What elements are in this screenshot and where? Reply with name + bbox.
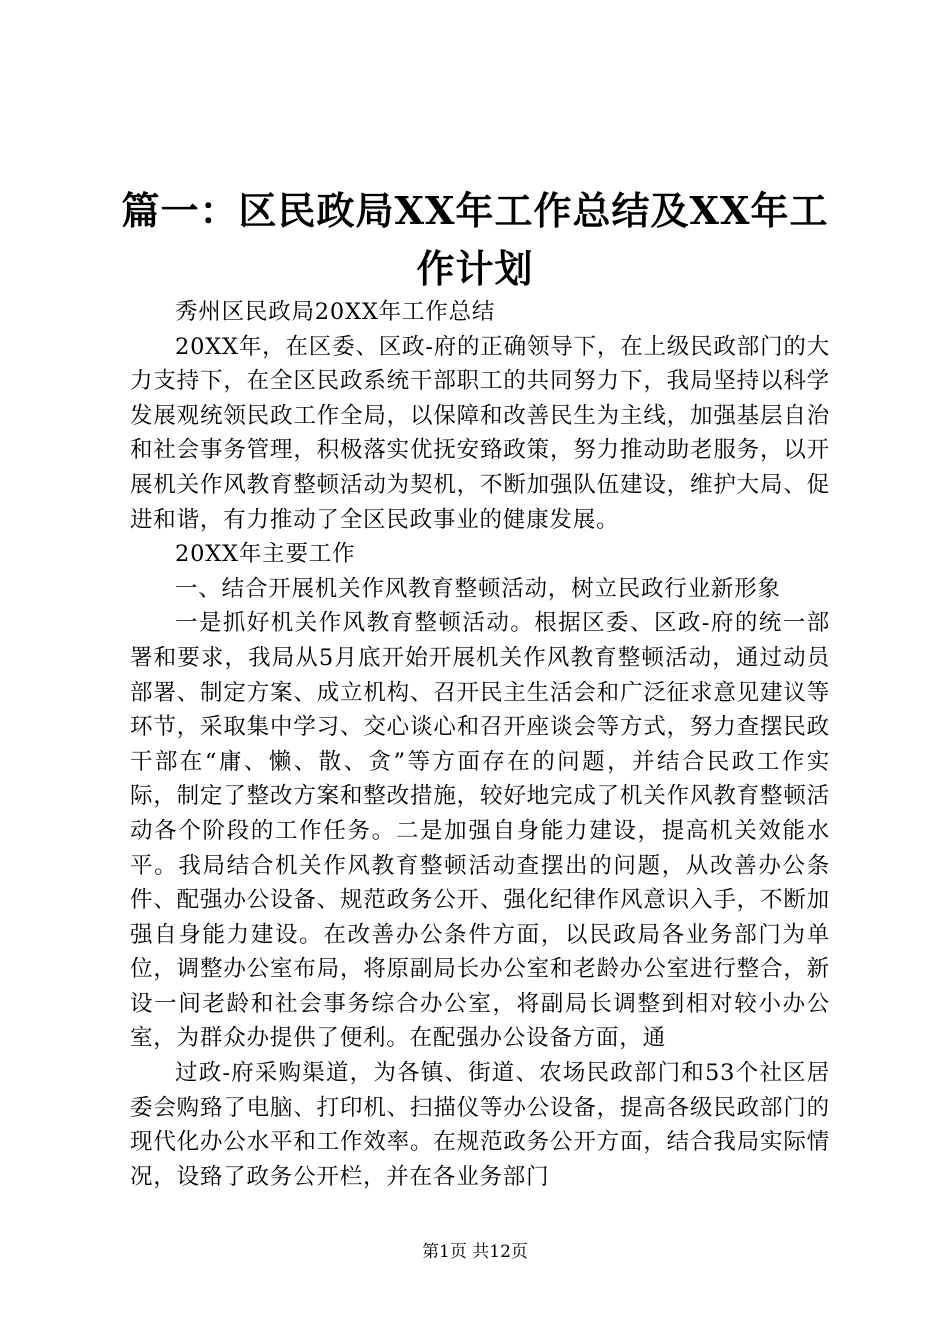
paragraph-intro: 20XX年，在区委、区政-府的正确领导下，在上级民政部门的大力支持下，在全区民政系统干部职工的共同努力下，我局坚持以科学发展观统领民政工作全局，以保障和改善民生为主线，加强基层自治和社会事务管理，积极落实优抚安臵政策，努力推动助老服务，以开展机关作风教育整顿活动为契机，不断加强队伍建设，维护大局、促进和谐，有力推动了全区民政事业的健康发展。 — [130, 333, 830, 533]
document-body — [130, 295, 830, 1194]
paragraph-heading-main-work: 20XX年主要工作 — [175, 541, 356, 568]
paragraph-section-one-body: 一是抓好机关作风教育整顿活动。根据区委、区政-府的统一部署和要求，我局从5月底开始开展机关作风教育整顿活动，通过动员部署、制定方案、成立机构、召开民主生活会和广泛征求意见建议等环节，采取集中学习、交心谈心和召开座谈会等方式，努力查摆民政干部在“庸、懒、散、贪”等方面存在的问题，并结合民政工作实际，制定了整改方案和整改措施，较好地完成了机关作风教育整顿活动各个阶段的工作任务。二是加强自身能力建设，提高机关效能水平。我局结合机关作风教育整顿活动查摆出的问题，从改善办公条件、配强办公设备、规范政务公开、强化纪律作风意识入手，不断加强自身能力建设。在改善办公条件方面，以民政局各业务部门为单位，调整办公室布局，将原副局长办公室和老龄办公室进行整合，新设一间老龄和社会事务综合办公室，将副局长调整到相对较小办公室，为群众办提供了便利。在配强办公设备方面，通 — [130, 610, 830, 1052]
paragraph-subtitle: 秀州区民政局20XX年工作总结 — [175, 299, 496, 325]
document-title: 篇一：区民政局XX年工作总结及XX年工作计划 — [121, 188, 829, 291]
paragraph-continued: 过政-府采购渠道，为各镇、街道、农场民政部门和53个社区居委会购臵了电脑、打印机、扫描仪等办公设备，提高各级民政部门的现代化办公水平和工作效率。在规范政务公开方面，结合我局实际情况，设臵了政务公开栏，并在各业务部门 — [130, 1060, 830, 1190]
page-footer: 第1页 共12页 — [422, 1242, 528, 1262]
paragraph-section-one-heading: 一、结合开展机关作风教育整顿活动，树立民政行业新形象 — [175, 575, 781, 602]
